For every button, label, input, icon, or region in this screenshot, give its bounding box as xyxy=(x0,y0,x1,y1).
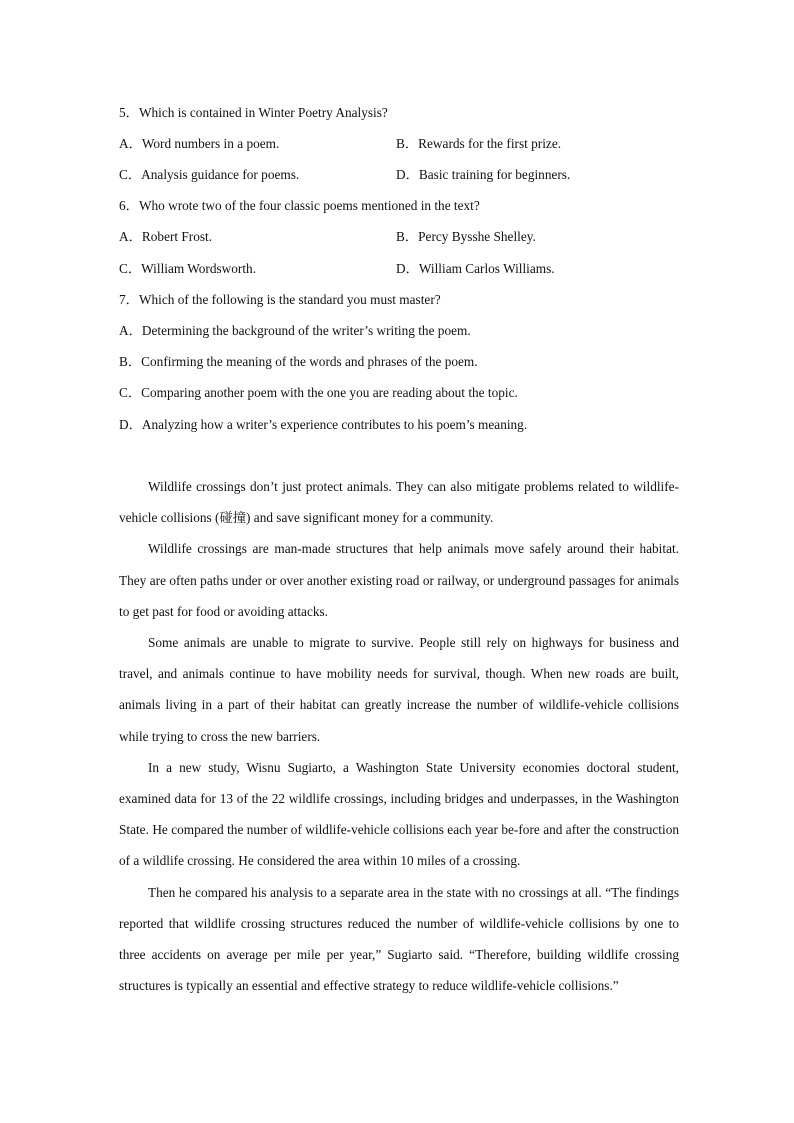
question-5-option-b: B．Rewards for the first prize. xyxy=(396,136,562,151)
question-6-option-c: C．William Wordsworth. xyxy=(119,261,257,276)
question-7-option-c: C．Comparing another poem with the one you are reading about the topic. xyxy=(119,385,518,400)
question-7-option-b: B．Confirming the meaning of the words and phrases of the poem. xyxy=(119,354,478,369)
question-7-option-a: A．Determining the background of the writer’s writing the poem. xyxy=(119,323,471,338)
passage-paragraph-2: Wildlife crossings are man-made structures that help animals move safely around their habitat. They are often paths under or over another existing road or railway, or underground passages for animals to get past for food or avoiding attacks. xyxy=(119,541,679,619)
question-5-option-d: D．Basic training for beginners. xyxy=(396,167,571,182)
question-6-option-b: B．Percy Bysshe Shelley. xyxy=(396,229,536,244)
question-6-option-a: A．Robert Frost. xyxy=(119,229,213,244)
passage-paragraph-4: In a new study, Wisnu Sugiarto, a Washington State University economies doctoral student, examined data for 13 of the 22 wildlife crossings, including bridges and underpasses, in the Washington State. He compared the number of wildlife-vehicle collisions each year be-fore and after the construction of a wildlife crossing. He considered the area within 10 miles of a crossing. xyxy=(119,759,679,869)
question-5-option-c: C．Analysis guidance for poems. xyxy=(119,167,300,182)
reading-passage xyxy=(119,471,679,1001)
question-7-option-d: D．Analyzing how a writer’s experience contributes to his poem’s meaning. xyxy=(119,417,528,432)
question-5-option-a: A．Word numbers in a poem. xyxy=(119,136,280,151)
question-6-option-d: D．William Carlos Williams. xyxy=(396,261,555,276)
question-5-stem: 5．Which is contained in Winter Poetry Analysis? xyxy=(119,105,388,120)
question-6-stem: 6．Who wrote two of the four classic poems mentioned in the text? xyxy=(119,198,480,213)
question-7-stem: 7．Which of the following is the standard you must master? xyxy=(119,292,441,307)
passage-paragraph-1: Wildlife crossings don’t just protect animals. They can also mitigate problems related to wildlife-vehicle collisions (碰撞) and save significant money for a community. xyxy=(119,479,679,526)
passage-paragraph-3: Some animals are unable to migrate to survive. People still rely on highways for business and travel, and animals continue to have mobility needs for survival, though. When new roads are built, animals living in a part of their habitat can greatly increase the number of wildlife-vehicle collisions while trying to cross the new barriers. xyxy=(119,635,679,744)
passage-paragraph-5: Then he compared his analysis to a separate area in the state with no crossings at all. “The findings reported that wildlife crossing structures reduced the number of wildlife-vehicle collisions by one to three accidents on average per mile per year,” Sugiarto said. “Therefore, building wildlife crossing structures is typically an essential and effective strategy to reduce wildlife-vehicle collisions.” xyxy=(119,884,679,994)
